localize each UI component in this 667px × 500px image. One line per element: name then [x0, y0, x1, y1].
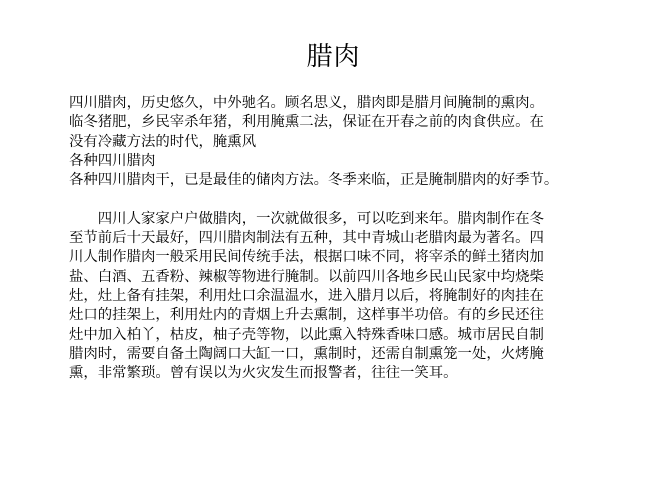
- page-title: 腊肉: [306, 42, 361, 72]
- text-line: 四川人家家户户做腊肉，一次就做很多，可以吃到来年。腊肉制作在冬: [69, 210, 544, 227]
- text-line: 各种四川腊肉干，已是最佳的储肉方法。冬季来临，正是腌制腊肉的好季节。: [69, 172, 559, 189]
- body-text: [69, 94, 635, 383]
- text-line: 各种四川腊肉: [69, 152, 156, 169]
- text-line: 川人制作腊肉一般采用民间传统手法，根据口味不同，将宰杀的鲜土猪肉加: [69, 249, 544, 266]
- text-line: 灶中加入柏丫，枯皮，柚子壳等物，以此熏入特殊香味口感。城市居民自制: [69, 326, 544, 343]
- text-line: 灶，灶上备有挂架，利用灶口余温温水，进入腊月以后，将腌制好的肉挂在: [69, 287, 544, 304]
- text-line: 灶口的挂架上，利用灶内的青烟上升去熏制，这样事半功倍。有的乡民还往: [69, 307, 544, 324]
- text-line: 腊肉时，需要自备土陶阔口大缸一口，熏制时，还需自制熏笼一处，火烤腌: [69, 345, 544, 362]
- text-line: 盐、白酒、五香粉、辣椒等物进行腌制。以前四川各地乡民山民家中均烧柴: [69, 268, 544, 285]
- text-line: 四川腊肉，历史悠久，中外驰名。顾名思义，腊肉即是腊月间腌制的熏肉。: [69, 95, 544, 111]
- text-line: 没有冷藏方法的时代，腌熏风: [69, 133, 257, 150]
- text-line: 临冬猪肥，乡民宰杀年猪，利用腌熏二法，保证在开春之前的肉食供应。在: [69, 114, 544, 131]
- paragraph-spacer: [69, 190, 635, 209]
- text-line: 熏，非常繁琐。曾有误以为火灾发生而报警者，往往一笑耳。: [69, 365, 458, 382]
- text-line: 至节前后十天最好，四川腊肉制法有五种，其中青城山老腊肉最为著名。四: [69, 230, 544, 247]
